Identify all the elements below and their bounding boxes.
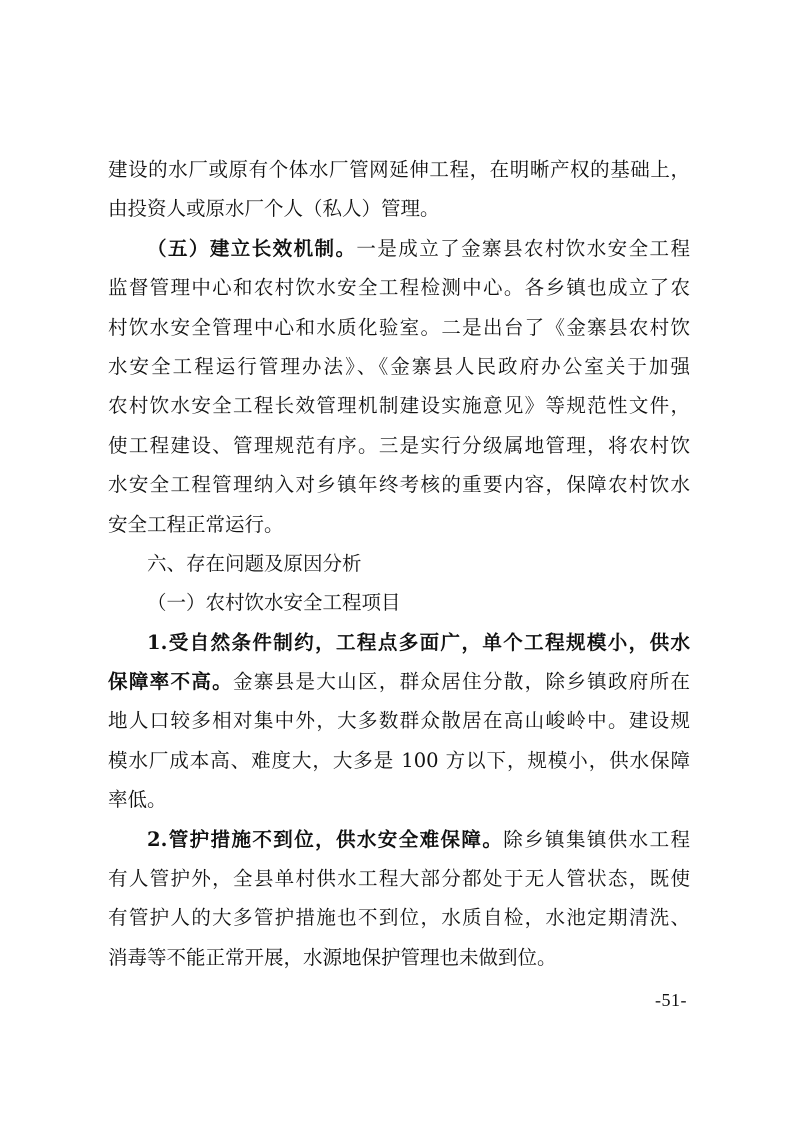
item-heading: 2.管护措施不到位，供水安全难保障。 bbox=[147, 827, 504, 851]
text-line: 村饮水安全管理中心和水质化验室。二是出台了《金寨县农村饮 bbox=[108, 315, 690, 339]
text-line: 监督管理中心和农村饮水安全工程检测中心。各乡镇也成立了农 bbox=[108, 276, 690, 300]
text-line bbox=[108, 820, 690, 859]
text-line: 水安全工程管理纳入对乡镇年终考核的重要内容，保障农村饮水 bbox=[108, 473, 690, 497]
subsection-title: （一）农村饮水安全工程项目 bbox=[147, 591, 401, 615]
text-line bbox=[108, 229, 690, 268]
text-line: 使工程建设、管理规范有序。三是实行分级属地管理，将农村饮 bbox=[108, 433, 690, 457]
text-line: 建设的水厂或原有个体水厂管网延伸工程，在明晰产权的基础上， bbox=[108, 158, 690, 181]
text-line: 模水厂成本高、难度大，大多是 100 方以下，规模小，供水保障 bbox=[108, 748, 690, 772]
paragraph-heading: （五）建立长效机制。 bbox=[147, 236, 357, 260]
item-heading-line: 1.受自然条件制约，工程点多面广，单个工程规模小，供水 bbox=[147, 630, 690, 654]
item-heading: 保障率不高。 bbox=[108, 670, 233, 694]
body-text bbox=[108, 150, 690, 977]
page-number: -51- bbox=[655, 990, 687, 1010]
text-line: 农村饮水安全工程长效管理机制建设实施意见》等规范性文件， bbox=[108, 394, 690, 418]
text-line: 由投资人或原水厂个人（私人）管理。 bbox=[108, 197, 440, 221]
text-line: 率低。 bbox=[108, 788, 167, 812]
text-line: 安全工程正常运行。 bbox=[108, 512, 284, 536]
text-line: 地人口较多相对集中外，大多数群众散居在高山峻岭中。建设规 bbox=[108, 709, 690, 733]
text-line: 有管护人的大多管护措施也不到位，水质自检，水池定期清洗、 bbox=[108, 906, 690, 930]
text-line: 有人管护外，全县单村供水工程大部分都处于无人管状态，既使 bbox=[108, 867, 690, 891]
text-line: 消毒等不能正常开展，水源地保护管理也未做到位。 bbox=[108, 945, 557, 969]
paragraph-text: 除乡镇集镇供水工程 bbox=[503, 827, 690, 851]
paragraph-text: 金寨县是大山区，群众居住分散，除乡镇政府所在 bbox=[233, 670, 690, 694]
text-line bbox=[108, 662, 690, 701]
section-title: 六、存在问题及原因分析 bbox=[147, 551, 362, 575]
paragraph-text: 一是成立了金寨县农村饮水安全工程 bbox=[356, 236, 690, 260]
text-line: 水安全工程运行管理办法》、《金寨县人民政府办公室关于加强 bbox=[108, 354, 690, 378]
